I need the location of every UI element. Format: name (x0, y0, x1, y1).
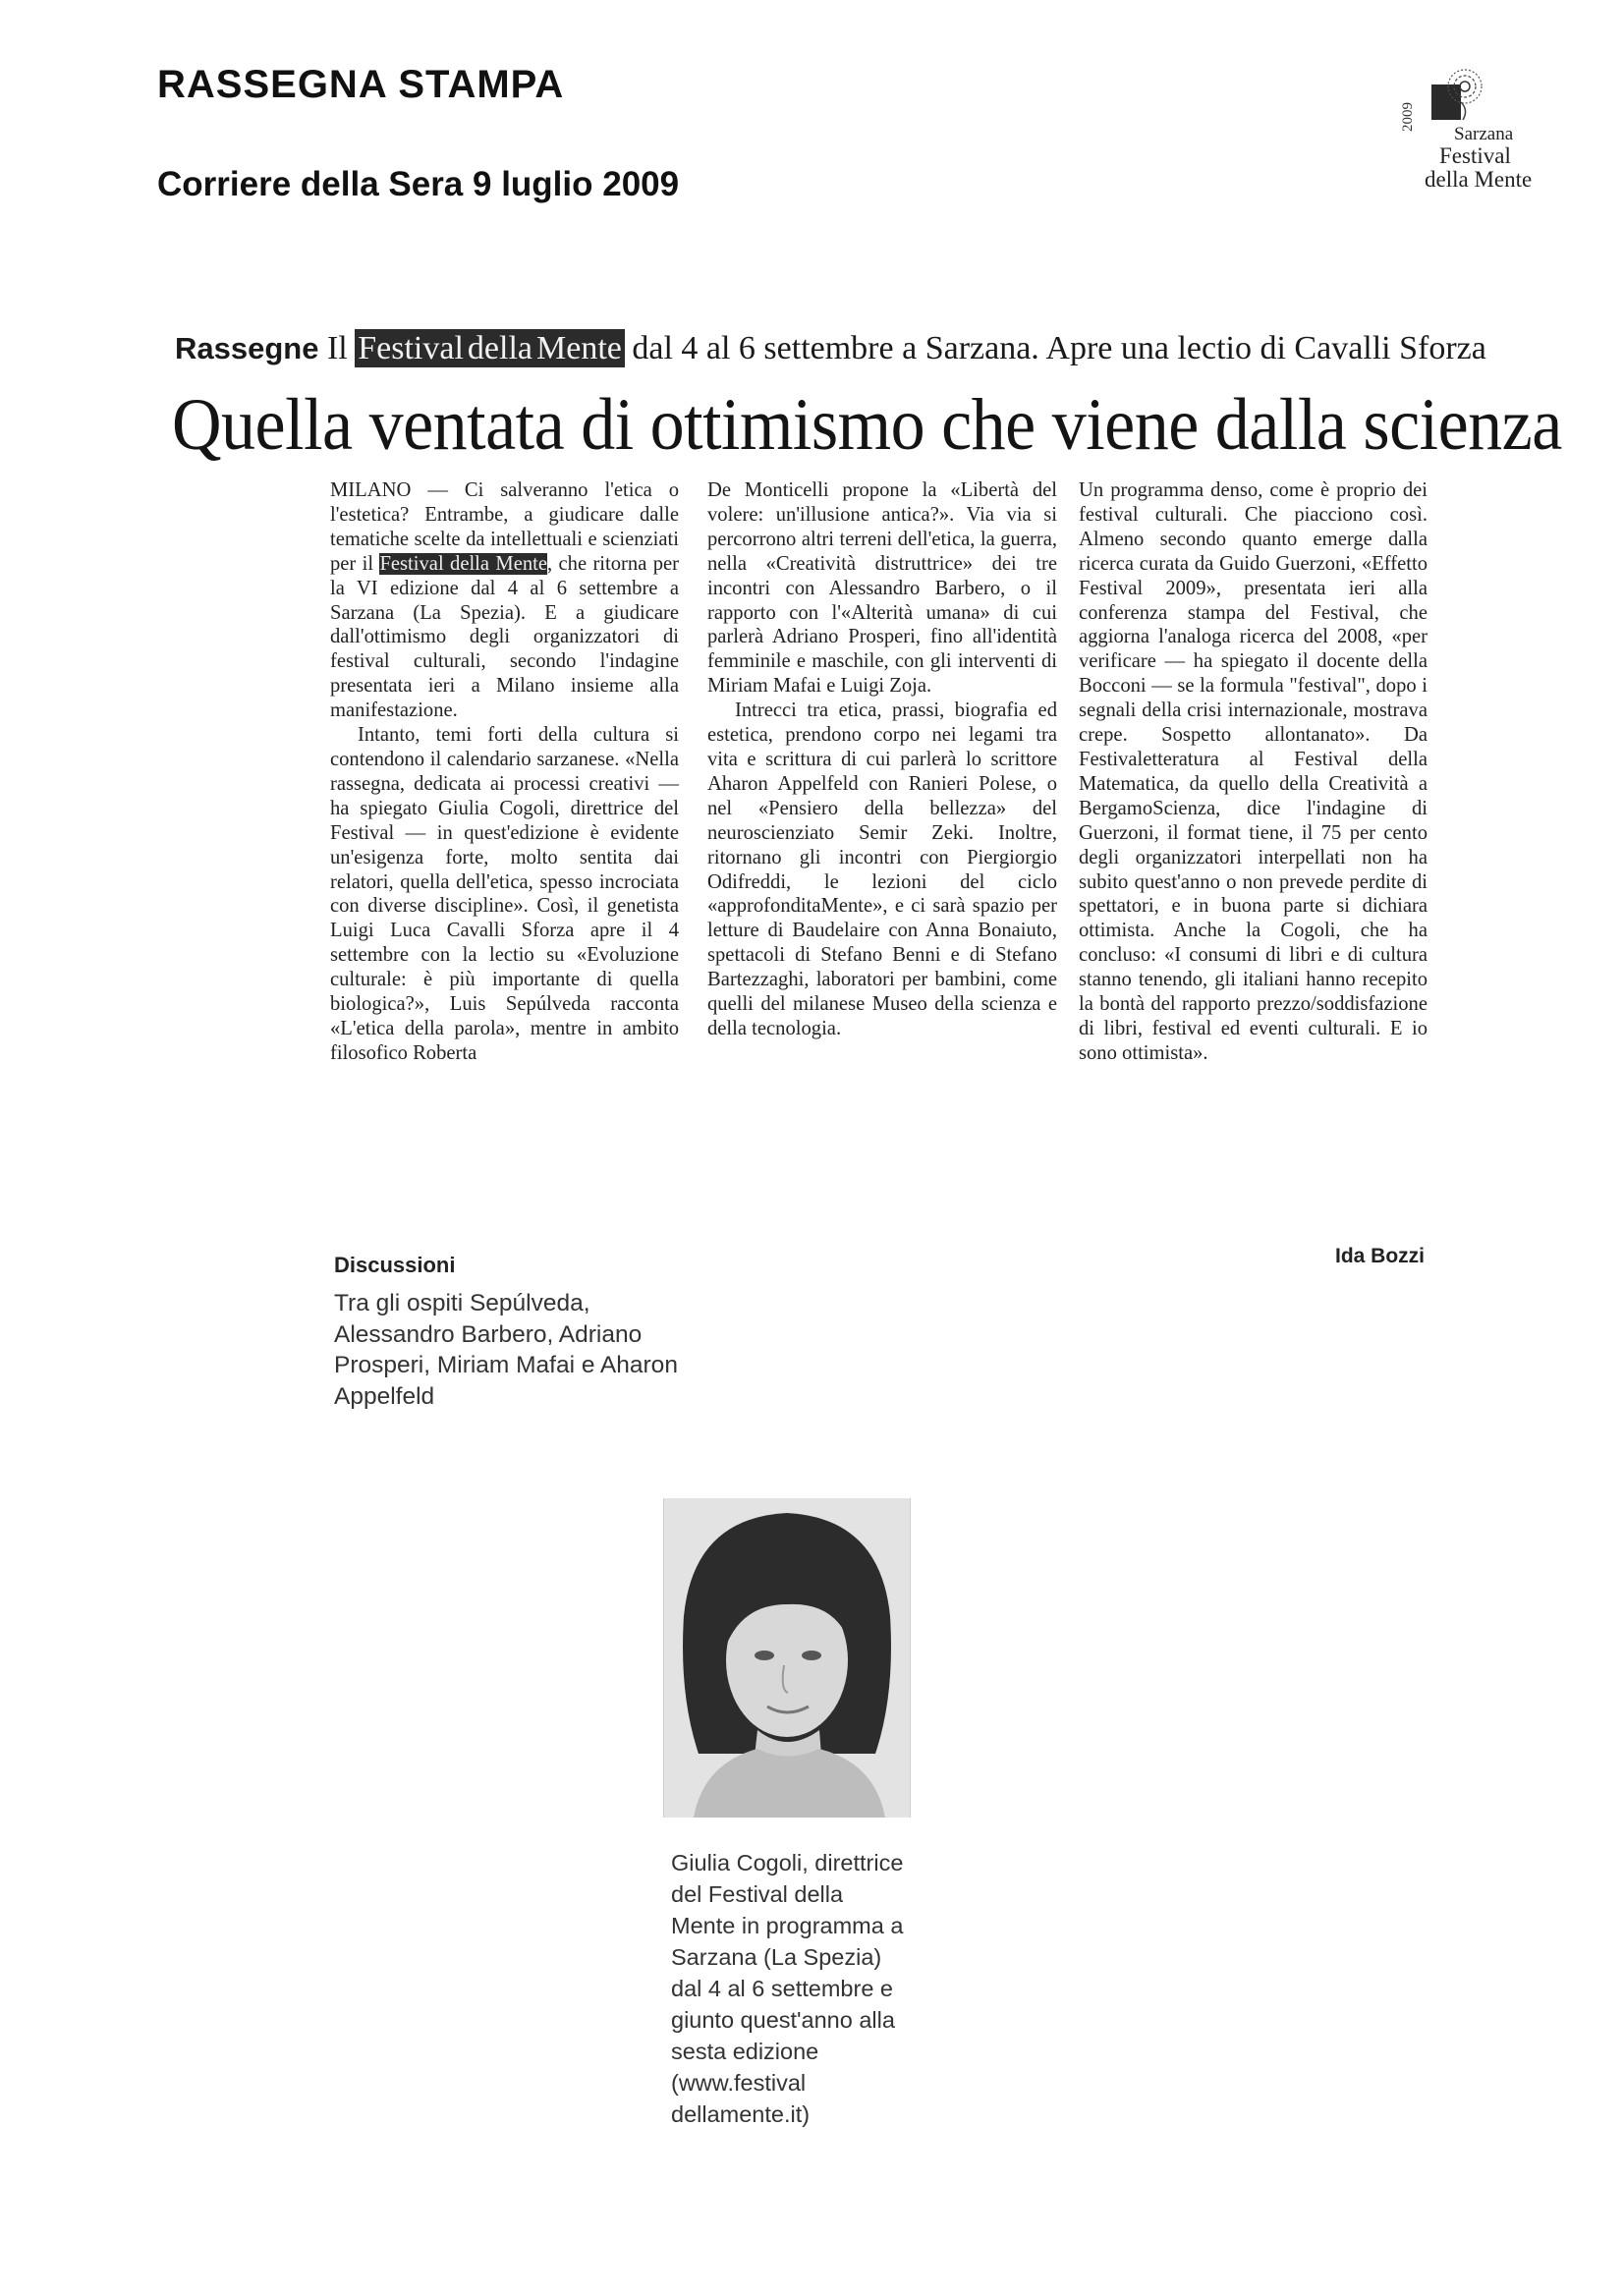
portrait-image (664, 1498, 910, 1818)
photo-caption: Giulia Cogoli, direttrice del Festival della Mente in programma a Sarzana (La Spezia) dal 4 al 6 settembre e giunto quest'anno alla sesta edizione (www.festival dellamente.it) (671, 1850, 904, 2127)
press-review-title: RASSEGNA STAMPA (157, 63, 565, 106)
kicker-pre: Il (326, 330, 348, 366)
kicker-highlight-della: della (467, 330, 532, 366)
sidebar-heading: Discussioni (334, 1253, 456, 1277)
kicker-highlight-festival: Festival (358, 330, 464, 366)
article-column-1 (330, 478, 679, 1066)
sidebar-text: Tra gli ospiti Sepúlveda, Alessandro Barbero, Adriano Prosperi, Miriam Mafai e Aharon Appelfeld (334, 1290, 678, 1410)
article-kicker (175, 330, 1486, 367)
article-column-3 (1079, 478, 1428, 1066)
article-column-2 (707, 478, 1057, 1041)
column-2-paragraph-2: Intrecci tra etica, prassi, biografia ed estetica, prendono corpo nei legami tra vita e scrittura di cui parlerà lo scrittore Aharon Appelfeld con Ranieri Polese, o nel «Pensiero della bellezza» del neuroscienziato Semir Zeki. Inoltre, ritornano gli incontri con Piergiorgio Odifreddi, le lezioni del ciclo «approfonditaMente», e ci sarà spazio per letture di Baudelaire con Anna Bonaiuto, spettacoli di Stefano Benni e di Stefano Bartezzaghi, laboratori per bambini, come quelli del milanese Museo della scienza e della tecnologia. (707, 700, 1057, 1039)
kicker-highlight-mente: Mente (536, 330, 622, 366)
col1-p1-text: MILANO — Ci salveranno l'etica o l'estetica? Entrambe, a giudicare dalle tematiche scelte da intellettuali e scienziati per il (330, 479, 679, 575)
logo-line-della-mente: della Mente (1425, 167, 1533, 192)
portrait-photo (663, 1498, 911, 1818)
col1-p1-text-end: , che ritorna per la VI edizione dal 4 al 6 settembre a Sarzana (La Spezia). E a giudicare dall'ottimismo degli organizzatori di festival culturali, secondo l'indagine presentata ieri a Milano insieme alla manifestazione. (330, 552, 679, 722)
source-date: Corriere della Sera 9 luglio 2009 (157, 165, 680, 203)
column-1-paragraph-1 (330, 478, 679, 723)
logo-line-sarzana: Sarzana (1454, 124, 1514, 144)
section-label: Rassegne (175, 331, 319, 365)
author-signature: Ida Bozzi (1334, 1245, 1425, 1267)
kicker-text: dal 4 al 6 settembre a Sarzana. Apre una lectio di Cavalli Sforza (632, 330, 1486, 366)
logo-line-festival: Festival (1439, 143, 1511, 168)
col1-highlight: Festival della Mente (379, 552, 548, 575)
column-1-paragraph-2: Intanto, temi forti della cultura si contendono il calendario sarzanese. «Nella rassegna, dedicata ai processi creativi — ha spiegato Giulia Cogoli, direttrice del Festival — in quest'edizione è evidente un'esigenza forte, molto sentita dai relatori, quella dell'etica, spesso incrociata con diverse discipline». Così, il genetista Luigi Luca Cavalli Sforza apre il 4 settembre con la lectio su «Evoluzione culturale: è più importante di quella biologica?», Luis Sepúlveda racconta «L'etica della parola», mentre in ambito filosofico Roberta (330, 724, 679, 1064)
article-headline: Quella ventata di ottimismo che viene dalla scienza (172, 384, 1562, 467)
column-3-paragraph-1: Un programma denso, come è proprio dei festival culturali. Che piacciono così. Almeno secondo quanto emerge dalla ricerca curata da Guido Guerzoni, «Effetto Festival 2009», presentata ieri alla conferenza stampa del Festival, che aggiorna l'analoga ricerca del 2008, «per verificare — ha spiegato il docente della Bocconi — se la formula "festival", dopo i segnali della crisi internazionale, mostrava crepe. Sospetto allontanato». Da Festivaletteratura al Festival della Matematica, da quello della Creatività a BergamoScienza, dice l'indagine di Guerzoni, il format tiene, il 75 per cento degli organizzatori interpellati non ha subito quest'anno o non prevede perdite di spettatori, e in buona parte si dichiara ottimista. Anche la Cogoli, che ha concluso: «I consumi di libri e di cultura stanno tenendo, gli italiani hanno recepito la bontà del rapporto prezzo/soddisfazione di libri, festival ed eventi culturali. E io sono ottimista». (1079, 479, 1428, 1064)
column-2-paragraph-1: De Monticelli propone la «Libertà del volere: un'illusione antica?». Via via si percorrono altri terreni dell'etica, la guerra, nella «Creatività distruttrice» dei tre incontri con Alessandro Barbero, o il rapporto con l'«Alterità umana» di cui parlerà Adriano Prosperi, fino all'identità femminile e maschile, con gli interventi di Miriam Mafai e Luigi Zoja. (707, 479, 1057, 698)
festival-logo (1400, 63, 1587, 191)
logo-year: 2009 (1400, 102, 1416, 132)
